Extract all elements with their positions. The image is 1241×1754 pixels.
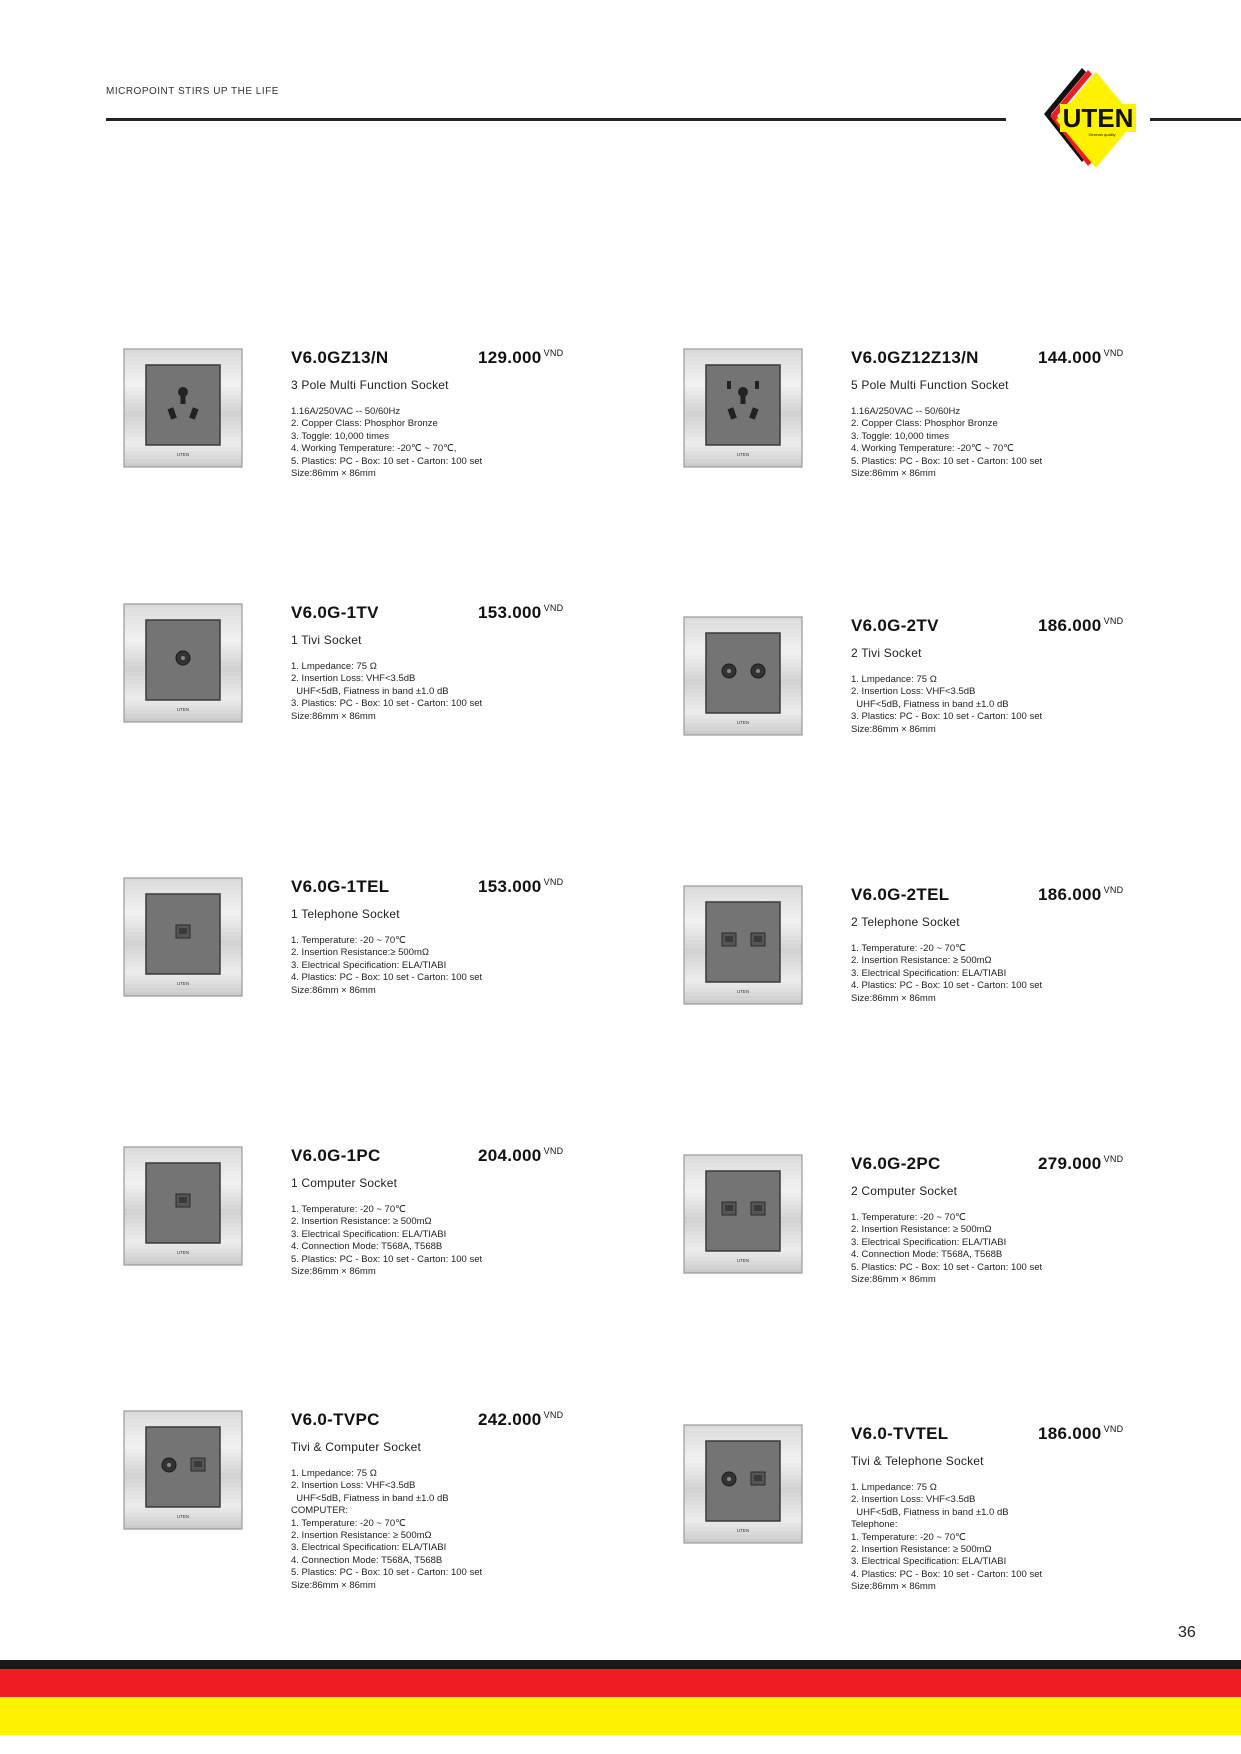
product-card bbox=[123, 1410, 643, 1591]
tv-computer-socket-icon bbox=[123, 1410, 243, 1530]
spec-line: 1. Lmpedance: 75 Ω bbox=[291, 661, 377, 672]
spec-list bbox=[291, 406, 482, 480]
socket-3pole-icon bbox=[123, 348, 243, 468]
spec-line: 1. Temperature: -20 ~ 70℃ bbox=[291, 935, 406, 946]
spec-line: 3. Plastics: PC - Box: 10 set - Carton: 100 set bbox=[291, 698, 483, 710]
spec-line: Size:86mm × 86mm bbox=[851, 1274, 936, 1286]
spec-line: 2. Insertion Resistance: ≥ 500mΩ bbox=[851, 1544, 992, 1556]
spec-list bbox=[851, 674, 1042, 736]
price-amount: 129.000 bbox=[478, 348, 542, 367]
spec-line: 4. Plastics: PC - Box: 10 set - Carton: 100 set bbox=[851, 980, 1043, 992]
telephone-socket-icon bbox=[123, 877, 243, 997]
spec-line: 1. Temperature: -20 ~ 70℃ bbox=[291, 1204, 406, 1215]
spec-line: 3. Electrical Specification: ELA/TIABI bbox=[291, 1228, 447, 1240]
price-amount: 186.000 bbox=[1038, 885, 1102, 904]
spec-line: 2. Insertion Loss: VHF<3.5dB bbox=[851, 686, 976, 698]
thumbnail-brand-label: UTEN bbox=[736, 989, 750, 994]
spec-line: 1. Lmpedance: 75 Ω bbox=[851, 674, 937, 685]
thumbnail-brand-label: UTEN bbox=[176, 981, 190, 986]
logo-slogan: German quality bbox=[1088, 132, 1116, 137]
uten-logo bbox=[1024, 68, 1144, 172]
product-price bbox=[1038, 616, 1123, 636]
price-amount: 279.000 bbox=[1038, 1154, 1102, 1173]
price-currency: VND bbox=[1103, 1154, 1124, 1165]
tv-socket-icon bbox=[123, 603, 243, 723]
footer-band-black bbox=[0, 1660, 1241, 1669]
spec-line: Size:86mm × 86mm bbox=[851, 1581, 936, 1593]
product-name: 1 Computer Socket bbox=[291, 1176, 398, 1190]
spec-line: 1. Lmpedance: 75 Ω bbox=[851, 1482, 937, 1493]
price-currency: VND bbox=[1103, 1424, 1124, 1435]
product-card bbox=[123, 603, 643, 763]
spec-line: UHF<5dB, Fiatness in band ±1.0 dB bbox=[291, 685, 449, 697]
price-amount: 153.000 bbox=[478, 603, 542, 622]
product-card bbox=[683, 348, 1203, 508]
spec-line: 1.16A/250VAC -- 50/60Hz bbox=[851, 406, 961, 417]
spec-line: 4. Connection Mode: T568A, T568B bbox=[291, 1241, 443, 1253]
thumbnail-brand-label: UTEN bbox=[736, 1528, 750, 1533]
spec-line: 3. Electrical Specification: ELA/TIABI bbox=[291, 1542, 447, 1554]
spec-list bbox=[291, 661, 482, 723]
product-code: V6.0G-2TEL bbox=[851, 885, 950, 904]
spec-line: 4. Working Temperature: -20℃ ~ 70℃, bbox=[291, 443, 457, 455]
product-price bbox=[478, 877, 563, 897]
spec-line: 5. Plastics: PC - Box: 10 set - Carton: 100 set bbox=[291, 1253, 483, 1265]
socket-5pole-icon bbox=[683, 348, 803, 468]
spec-line: 3. Electrical Specification: ELA/TIABI bbox=[851, 1556, 1007, 1568]
product-card bbox=[683, 616, 1203, 776]
spec-line: 3. Plastics: PC - Box: 10 set - Carton: 100 set bbox=[851, 711, 1043, 723]
product-price bbox=[478, 1146, 563, 1166]
computer-socket-double-icon bbox=[683, 1154, 803, 1274]
spec-list bbox=[291, 1204, 482, 1278]
product-price bbox=[478, 603, 563, 623]
product-code: V6.0G-1TV bbox=[291, 603, 379, 622]
header-divider bbox=[106, 118, 1006, 121]
price-currency: VND bbox=[543, 877, 564, 888]
spec-line: Size:86mm × 86mm bbox=[291, 1579, 376, 1591]
price-amount: 242.000 bbox=[478, 1410, 542, 1429]
spec-line: 4. Working Temperature: -20℃ ~ 70℃ bbox=[851, 443, 1014, 455]
spec-line: Size:86mm × 86mm bbox=[291, 710, 376, 722]
thumbnail-brand-label: UTEN bbox=[736, 720, 750, 725]
spec-line: 1. Temperature: -20 ~ 70℃ bbox=[291, 1517, 406, 1529]
spec-list bbox=[851, 943, 1042, 1005]
logo-wordmark: UTEN bbox=[1062, 103, 1134, 133]
spec-line: 3. Toggle: 10,000 times bbox=[851, 430, 950, 442]
product-code: V6.0GZ13/N bbox=[291, 348, 389, 367]
spec-line: Size:86mm × 86mm bbox=[291, 1266, 376, 1278]
telephone-socket-double-icon bbox=[683, 885, 803, 1005]
price-currency: VND bbox=[1103, 348, 1124, 359]
spec-list bbox=[851, 1482, 1042, 1594]
product-name: Tivi & Computer Socket bbox=[291, 1440, 421, 1454]
thumbnail-brand-label: UTEN bbox=[176, 707, 190, 712]
spec-line: 1. Temperature: -20 ~ 70℃ bbox=[851, 943, 966, 954]
spec-line: 4. Plastics: PC - Box: 10 set - Carton: 100 set bbox=[851, 1568, 1043, 1580]
page-number: 36 bbox=[1178, 1624, 1196, 1641]
spec-line: 2. Insertion Resistance: ≥ 500mΩ bbox=[851, 1224, 992, 1236]
page-tagline: MICROPOINT STIRS UP THE LIFE bbox=[106, 86, 279, 97]
price-amount: 153.000 bbox=[478, 877, 542, 896]
spec-line: Size:86mm × 86mm bbox=[851, 723, 936, 735]
price-currency: VND bbox=[543, 348, 564, 359]
price-currency: VND bbox=[543, 1410, 564, 1421]
product-card bbox=[123, 877, 643, 1037]
price-currency: VND bbox=[543, 603, 564, 614]
product-price bbox=[478, 348, 563, 368]
spec-line: 2. Copper Class: Phosphor Bronze bbox=[291, 418, 438, 430]
spec-line: COMPUTER: bbox=[291, 1505, 348, 1517]
spec-list bbox=[851, 1212, 1042, 1286]
spec-line: Size:86mm × 86mm bbox=[291, 468, 376, 480]
product-price bbox=[1038, 1424, 1123, 1444]
spec-line: 2. Insertion Loss: VHF<3.5dB bbox=[291, 673, 416, 685]
footer-band-yellow bbox=[0, 1697, 1241, 1735]
product-card bbox=[123, 348, 643, 508]
product-price bbox=[1038, 1154, 1123, 1174]
product-name: 5 Pole Multi Function Socket bbox=[851, 378, 1009, 392]
price-amount: 186.000 bbox=[1038, 616, 1102, 635]
spec-line: 1. Temperature: -20 ~ 70℃ bbox=[851, 1212, 966, 1223]
spec-line: 2. Insertion Resistance: ≥ 500mΩ bbox=[851, 955, 992, 967]
spec-line: 4. Plastics: PC - Box: 10 set - Carton: 100 set bbox=[291, 972, 483, 984]
spec-line: 3. Toggle: 10,000 times bbox=[291, 430, 390, 442]
spec-line: Size:86mm × 86mm bbox=[291, 984, 376, 996]
product-name: 2 Telephone Socket bbox=[851, 915, 960, 929]
product-price bbox=[478, 1410, 563, 1430]
spec-line: 2. Insertion Loss: VHF<3.5dB bbox=[851, 1494, 976, 1506]
spec-line: UHF<5dB, Fiatness in band ±1.0 dB bbox=[851, 698, 1009, 710]
spec-line: UHF<5dB, Fiatness in band ±1.0 dB bbox=[851, 1506, 1009, 1518]
spec-line: 5. Plastics: PC - Box: 10 set - Carton: 100 set bbox=[291, 1567, 483, 1579]
spec-line: 4. Connection Mode: T568A, T568B bbox=[291, 1554, 443, 1566]
spec-line: 2. Insertion Resistance: ≥ 500mΩ bbox=[291, 1216, 432, 1228]
price-currency: VND bbox=[1103, 885, 1124, 896]
product-name: 1 Telephone Socket bbox=[291, 907, 400, 921]
spec-line: 3. Electrical Specification: ELA/TIABI bbox=[851, 1236, 1007, 1248]
computer-socket-icon bbox=[123, 1146, 243, 1266]
spec-line: 5. Plastics: PC - Box: 10 set - Carton: 100 set bbox=[851, 1261, 1043, 1273]
product-name: Tivi & Telephone Socket bbox=[851, 1454, 984, 1468]
spec-line: Size:86mm × 86mm bbox=[851, 992, 936, 1004]
product-code: V6.0G-2TV bbox=[851, 616, 939, 635]
spec-line: 1. Lmpedance: 75 Ω bbox=[291, 1468, 377, 1479]
price-amount: 186.000 bbox=[1038, 1424, 1102, 1443]
product-price bbox=[1038, 885, 1123, 905]
product-name: 1 Tivi Socket bbox=[291, 633, 362, 647]
product-name: 2 Tivi Socket bbox=[851, 646, 922, 660]
product-card bbox=[683, 885, 1203, 1045]
spec-list bbox=[851, 406, 1042, 480]
spec-list bbox=[291, 1468, 482, 1592]
product-card bbox=[683, 1154, 1203, 1314]
price-currency: VND bbox=[1103, 616, 1124, 627]
product-card bbox=[123, 1146, 643, 1306]
price-currency: VND bbox=[543, 1146, 564, 1157]
product-card bbox=[683, 1424, 1203, 1593]
thumbnail-brand-label: UTEN bbox=[176, 1250, 190, 1255]
thumbnail-brand-label: UTEN bbox=[736, 1258, 750, 1263]
product-price bbox=[1038, 348, 1123, 368]
thumbnail-brand-label: UTEN bbox=[736, 452, 750, 457]
spec-line: 2. Insertion Resistance:≥ 500mΩ bbox=[291, 947, 429, 959]
product-code: V6.0-TVPC bbox=[291, 1410, 380, 1429]
spec-line: 1. Temperature: -20 ~ 70℃ bbox=[851, 1531, 966, 1543]
spec-line: 3. Electrical Specification: ELA/TIABI bbox=[851, 967, 1007, 979]
thumbnail-brand-label: UTEN bbox=[176, 452, 190, 457]
header-divider-right bbox=[1150, 118, 1241, 121]
product-code: V6.0G-2PC bbox=[851, 1154, 941, 1173]
tv-telephone-socket-icon bbox=[683, 1424, 803, 1544]
spec-line: 1.16A/250VAC -- 50/60Hz bbox=[291, 406, 401, 417]
spec-line: UHF<5dB, Fiatness in band ±1.0 dB bbox=[291, 1492, 449, 1504]
product-code: V6.0GZ12Z13/N bbox=[851, 348, 979, 367]
price-amount: 144.000 bbox=[1038, 348, 1102, 367]
price-amount: 204.000 bbox=[478, 1146, 542, 1165]
spec-line: 5. Plastics: PC - Box: 10 set - Carton: 100 set bbox=[851, 455, 1043, 467]
spec-line: 2. Insertion Loss: VHF<3.5dB bbox=[291, 1480, 416, 1492]
footer-band-red bbox=[0, 1669, 1241, 1697]
spec-list bbox=[291, 935, 482, 997]
spec-line: 2. Insertion Resistance: ≥ 500mΩ bbox=[291, 1530, 432, 1542]
spec-line: Telephone: bbox=[851, 1519, 898, 1531]
spec-line: 2. Copper Class: Phosphor Bronze bbox=[851, 418, 998, 430]
spec-line: 3. Electrical Specification: ELA/TIABI bbox=[291, 959, 447, 971]
spec-line: 4. Connection Mode: T568A, T568B bbox=[851, 1249, 1003, 1261]
product-code: V6.0G-1PC bbox=[291, 1146, 381, 1165]
product-code: V6.0G-1TEL bbox=[291, 877, 390, 896]
product-code: V6.0-TVTEL bbox=[851, 1424, 949, 1443]
tv-socket-double-icon bbox=[683, 616, 803, 736]
product-name: 2 Computer Socket bbox=[851, 1184, 958, 1198]
spec-line: 5. Plastics: PC - Box: 10 set - Carton: 100 set bbox=[291, 455, 483, 467]
thumbnail-brand-label: UTEN bbox=[176, 1514, 190, 1519]
spec-line: Size:86mm × 86mm bbox=[851, 468, 936, 480]
product-name: 3 Pole Multi Function Socket bbox=[291, 378, 449, 392]
